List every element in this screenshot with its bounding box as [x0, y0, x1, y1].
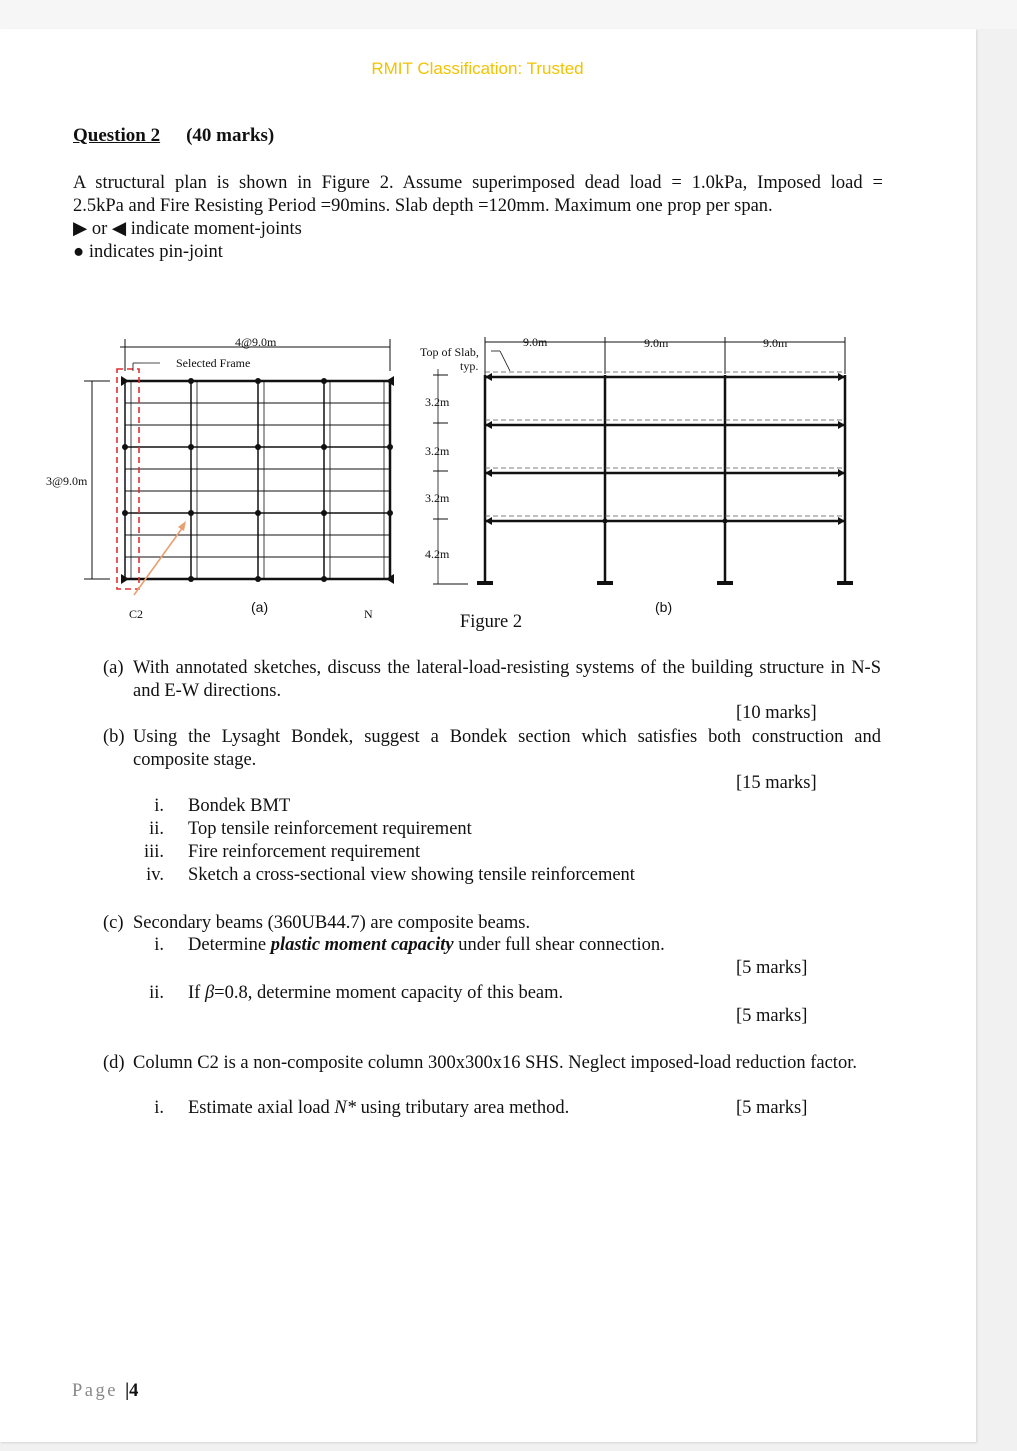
top-of-slab-label: Top of Slab,	[420, 345, 479, 359]
list-text	[188, 983, 563, 1004]
part-b-marks: [15 marks]	[736, 773, 817, 793]
selected-frame-label: Selected Frame	[176, 356, 251, 370]
part-a	[103, 657, 881, 703]
part-b-label: (b)	[103, 727, 125, 747]
part-d	[103, 1052, 881, 1075]
right-triangle-icon: ▶	[73, 219, 88, 239]
selected-frame-outline	[117, 369, 139, 589]
part-d-i-marks: [5 marks]	[736, 1098, 808, 1118]
question-intro	[73, 172, 883, 264]
north-label: N	[364, 607, 373, 619]
panel-b-label: (b)	[655, 599, 673, 615]
list-text-post: =0.8, determine moment capacity of this beam.	[214, 983, 564, 1003]
span-label-2: 9.0m	[644, 336, 669, 350]
document-page	[0, 29, 976, 1442]
question-marks: (40 marks)	[186, 125, 275, 146]
page-separator: |	[125, 1381, 130, 1401]
part-b	[103, 726, 881, 772]
list-number: i.	[154, 1098, 164, 1118]
part-a-marks: [10 marks]	[736, 703, 817, 723]
list-number: i.	[154, 796, 164, 816]
list-number: iv.	[146, 865, 164, 885]
elevation-view	[433, 337, 845, 584]
part-b-text: Using the Lysaght Bondek, suggest a Bondek section which satisfies both construction and composite stage.	[133, 727, 881, 770]
plan-ns-label: 3@9.0m	[46, 474, 88, 488]
storey-height-4: 4.2m	[425, 547, 450, 561]
plan-bays-label: 4@9.0m	[235, 335, 277, 349]
list-text: Sketch a cross-sectional view showing tensile reinforcement	[188, 865, 635, 885]
typ-label: typ.	[460, 359, 479, 373]
beta-symbol: β	[204, 983, 215, 1003]
list-text-post: using tributary area method.	[356, 1098, 570, 1118]
figure-2-diagram	[30, 299, 930, 619]
moment-joint-legend	[73, 218, 883, 241]
pin-joint-text: indicates pin-joint	[88, 242, 223, 262]
list-text: Bondek BMT	[188, 796, 291, 816]
pin-joint-legend	[73, 241, 883, 264]
panel-a-label: (a)	[251, 599, 269, 615]
intro-line-2: 2.5kPa and Fire Resisting Period =90mins. Slab depth =120mm. Maximum one prop per span.	[73, 196, 773, 216]
plan-view	[84, 339, 390, 579]
bullet-dot-icon: ●	[73, 242, 85, 262]
part-d-label: (d)	[103, 1053, 125, 1073]
elevation-joints	[485, 373, 845, 525]
part-c	[103, 912, 881, 935]
part-a-label: (a)	[103, 658, 124, 678]
list-text-pre: Estimate axial load	[188, 1098, 335, 1118]
part-c-i-marks: [5 marks]	[736, 958, 808, 978]
figure-2-svg	[30, 299, 930, 619]
list-text: Fire reinforcement requirement	[188, 842, 421, 862]
part-d-text: Column C2 is a non-composite column 300x300x16 SHS. Neglect imposed-load reduction factor.	[133, 1053, 857, 1073]
classification-label: RMIT Classification: Trusted	[371, 59, 584, 78]
span-label-1: 9.0m	[523, 335, 548, 349]
list-text-post: under full shear connection.	[453, 935, 665, 955]
page-number: 4	[129, 1381, 139, 1401]
question-number: Question 2	[73, 125, 161, 146]
list-number: ii.	[149, 983, 164, 1003]
list-text	[188, 935, 665, 956]
list-text-pre: If	[188, 983, 205, 1003]
list-number: i.	[154, 935, 164, 955]
list-text: Top tensile reinforcement requirement	[188, 819, 472, 839]
page-word: Page	[72, 1381, 118, 1401]
column-c2-label: C2	[129, 607, 144, 619]
storey-height-1: 3.2m	[425, 395, 450, 409]
viewer-top-bar	[0, 0, 1017, 29]
page-footer	[72, 1381, 138, 1402]
intro-line-1: A structural plan is shown in Figure 2. Assume superimposed dead load = 1.0kPa, Imposed load =	[73, 173, 883, 193]
part-a-text: With annotated sketches, discuss the lateral-load-resisting systems of the building structure in N-S and E-W directions.	[133, 658, 881, 701]
moment-joint-text: or ◀ indicate moment-joints	[91, 219, 302, 239]
emphasis-text: N*	[334, 1098, 357, 1118]
emphasis-text: plastic moment capacity	[270, 935, 454, 955]
list-text	[188, 1098, 569, 1119]
question-title	[73, 125, 274, 147]
part-c-label: (c)	[103, 913, 124, 933]
c2-pointer-arrow	[134, 527, 183, 595]
part-c-text: Secondary beams (360UB44.7) are composite beams.	[133, 913, 531, 933]
storey-height-2: 3.2m	[425, 444, 450, 458]
figure-caption: Figure 2	[459, 612, 523, 632]
span-label-3: 9.0m	[763, 336, 788, 350]
elevation-footings	[477, 581, 853, 585]
part-c-ii-marks: [5 marks]	[736, 1006, 808, 1026]
list-text-pre: Determine	[188, 935, 271, 955]
list-number: ii.	[149, 819, 164, 839]
storey-height-3: 3.2m	[425, 491, 450, 505]
list-number: iii.	[143, 842, 164, 862]
